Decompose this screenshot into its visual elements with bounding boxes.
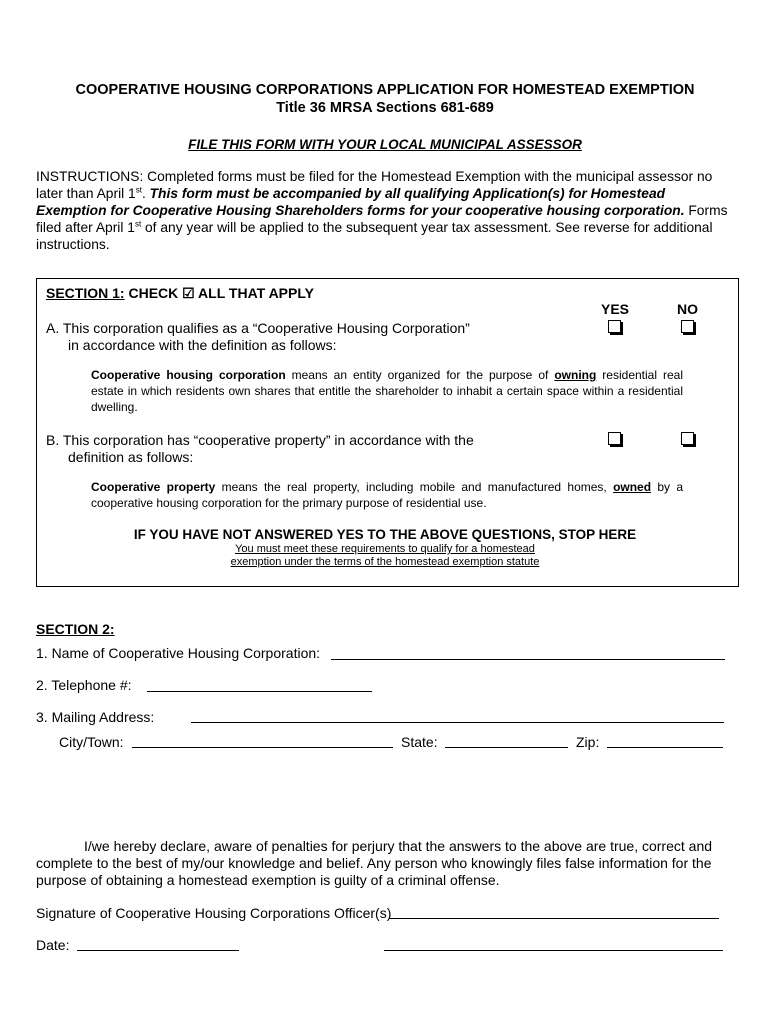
telephone-field[interactable] <box>147 691 372 692</box>
file-notice: FILE THIS FORM WITH YOUR LOCAL MUNICIPAL ASSESSOR <box>188 137 582 152</box>
corporation-name-field[interactable] <box>331 659 725 660</box>
section2-title: SECTION 2: <box>36 621 115 637</box>
city-field[interactable] <box>132 747 393 748</box>
definition-cooperative-housing-corporation: Cooperative housing corporation means an entity organized for the purpose of owning residential real estate in which residents own shares that entitle the shareholder to inhabit a certain space within a residential dwelling. <box>91 368 684 414</box>
form-subtitle: Title 36 MRSA Sections 681-689 <box>276 100 494 116</box>
question-a-line1: A. This corporation qualifies as a “Cooperative Housing Corporation” <box>46 320 470 336</box>
state-label: State: <box>401 734 438 750</box>
instructions: INSTRUCTIONS: Completed forms must be filed for the Homestead Exemption with the municipal assessor no later than April 1st. This form must be accompanied by all qualifying Application(s) for Homestead Exemption for Cooperative Housing Shareholders forms for your cooperative housing corporation. Forms filed after April 1st of any year will be applied to the subsequent year tax assessment. See reverse for additional instructions. <box>36 169 728 252</box>
question-b-line2: definition as follows: <box>68 449 194 465</box>
question-a-no-checkbox[interactable] <box>681 320 694 333</box>
date-field[interactable] <box>77 950 239 951</box>
stop-warning: IF YOU HAVE NOT ANSWERED YES TO THE ABOVE QUESTIONS, STOP HERE <box>133 527 637 542</box>
form-title: COOPERATIVE HOUSING CORPORATIONS APPLICATION FOR HOMESTEAD EXEMPTION <box>75 82 695 98</box>
declaration-text: I/we hereby declare, aware of penalties for perjury that the answers to the above are true, correct and complete to the best of my/our knowledge and belief. Any person who knowingly files false information for the purpose of obtaining a homestead exemption is guilty of a criminal offense. <box>36 838 713 888</box>
mailing-address-field[interactable] <box>191 722 724 723</box>
signature-field[interactable] <box>389 918 719 919</box>
yes-column-header: YES <box>601 301 630 317</box>
question-b-no-checkbox[interactable] <box>681 432 694 445</box>
printed-name-field[interactable] <box>384 950 723 951</box>
zip-field[interactable] <box>607 747 723 748</box>
telephone-label: 2. Telephone #: <box>36 677 132 693</box>
stop-note-line2: exemption under the terms of the homestead exemption statute <box>230 556 540 568</box>
stop-note-line1: You must meet these requirements to qualify for a homestead <box>235 543 535 555</box>
no-column-header: NO <box>677 301 698 317</box>
date-label: Date: <box>36 937 70 953</box>
definition-cooperative-property: Cooperative property means the real property, including mobile and manufactured homes, owned by a cooperative housing corporation for the primary purpose of residential use. <box>91 480 684 510</box>
state-field[interactable] <box>445 747 568 748</box>
corporation-name-label: 1. Name of Cooperative Housing Corporation: <box>36 645 321 661</box>
city-label: City/Town: <box>59 734 124 750</box>
question-b-line1: B. This corporation has “cooperative property” in accordance with the <box>46 432 474 448</box>
question-a-line2: in accordance with the definition as follows: <box>68 337 337 353</box>
zip-label: Zip: <box>576 734 600 750</box>
question-a-yes-checkbox[interactable] <box>608 320 621 333</box>
signature-label: Signature of Cooperative Housing Corporations Officer(s) <box>36 905 392 921</box>
question-b-yes-checkbox[interactable] <box>608 432 621 445</box>
section1-title: SECTION 1: CHECK ☑ ALL THAT APPLY <box>46 285 314 301</box>
mailing-address-label: 3. Mailing Address: <box>36 709 155 725</box>
